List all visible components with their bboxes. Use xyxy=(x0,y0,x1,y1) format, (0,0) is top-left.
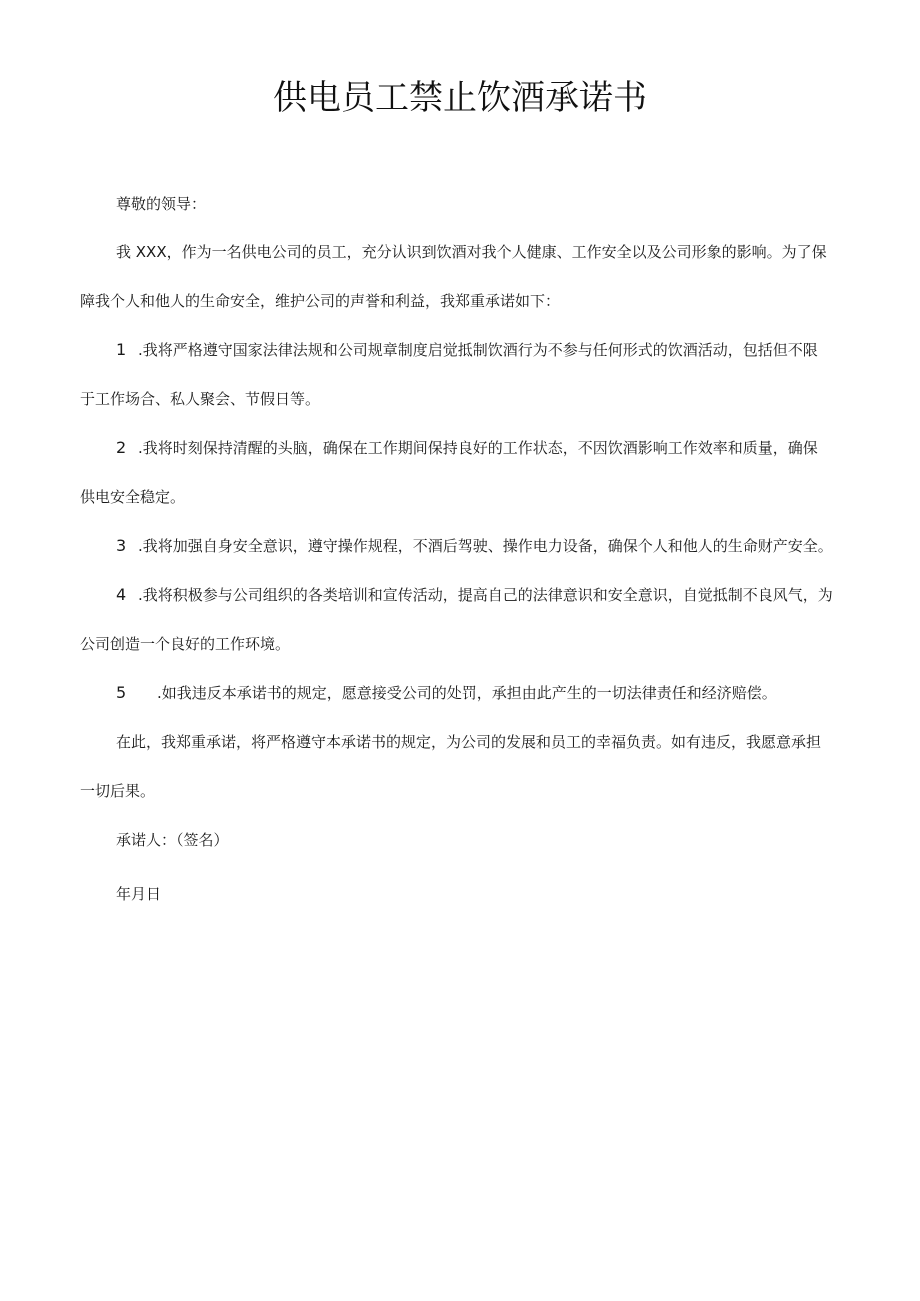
list-item-1 xyxy=(116,339,818,361)
list-item-4-continuation: 公司创造一个良好的工作环境。 xyxy=(80,635,291,653)
list-item-number: 4 xyxy=(116,585,127,604)
list-item-text: .我将严格遵守国家法律法规和公司规章制度启觉抵制饮酒行为不参与任何形式的饮酒活动，包括但不限 xyxy=(138,341,818,359)
intro-line-2: 障我个人和他人的生命安全，维护公司的声誉和利益，我郑重承诺如下： xyxy=(80,292,561,310)
list-item-number: 5 xyxy=(116,683,127,702)
list-item-number: 3 xyxy=(116,536,127,555)
list-item-number: 1 xyxy=(116,340,127,359)
salutation: 尊敬的领导： xyxy=(116,195,207,213)
list-item-text: .如我违反本承诺书的规定，愿意接受公司的处罚，承担由此产生的一切法律责任和经济赔偿。 xyxy=(157,684,777,702)
closing-line-1: 在此，我郑重承诺，将严格遵守本承诺书的规定，为公司的发展和员工的幸福负责。如有违反，我愿意承担 xyxy=(116,733,822,751)
list-item-text: .我将时刻保持清醒的头脑，确保在工作期间保持良好的工作状态，不因饮酒影响工作效率和质量，确保 xyxy=(138,439,818,457)
list-item-1-continuation: 于工作场合、私人聚会、节假日等。 xyxy=(80,390,321,408)
list-item-text: .我将积极参与公司组织的各类培训和宣传活动，提高自己的法律意识和安全意识，自觉抵制不良风气，为 xyxy=(138,586,833,604)
list-item-2 xyxy=(116,437,818,459)
list-item-4 xyxy=(116,584,833,606)
list-item-2-continuation: 供电安全稳定。 xyxy=(80,488,186,506)
list-item-number: 2 xyxy=(116,438,127,457)
list-item-text: .我将加强自身安全意识，遵守操作规程，不酒后驾驶、操作电力设备，确保个人和他人的生命财产安全。 xyxy=(138,537,833,555)
list-item-3 xyxy=(116,535,833,557)
signature-label: 承诺人：（签名） xyxy=(116,831,229,849)
date-label: 年月日 xyxy=(116,885,162,903)
document-title: 供电员工禁止饮酒承诺书 xyxy=(273,78,647,118)
intro-line-1: 我 XXX，作为一名供电公司的员工，充分认识到饮酒对我个人健康、工作安全以及公司形象的影响。为了保 xyxy=(116,243,827,261)
closing-line-2: 一切后果。 xyxy=(80,782,156,800)
list-item-5 xyxy=(116,682,777,704)
